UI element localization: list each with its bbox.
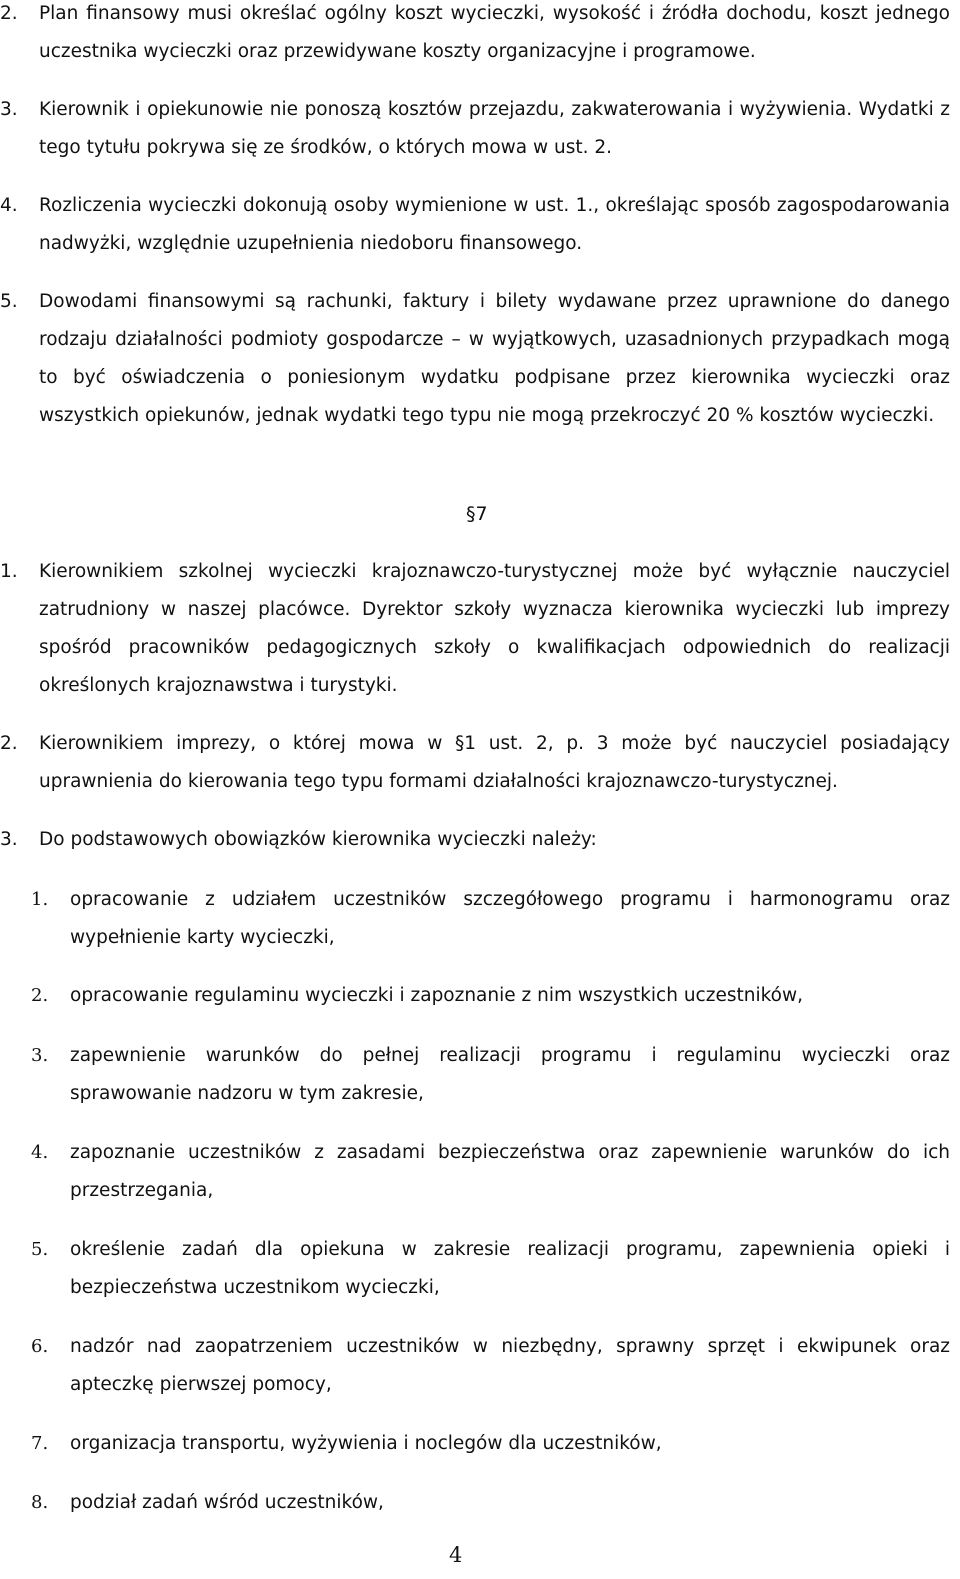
paragraph-number: 3. <box>0 829 18 850</box>
duty-item <box>0 977 950 1015</box>
paragraph-text: Dowodami finansowymi są rachunki, faktury i bilety wydawane przez uprawnione do danego rodzaju działalności podmioty gospodarcze – w wyjątkowych, uzasadnionych przypadkach mogą to być oświadczenia o poniesionym wydatku podpisane przez kierownika wycieczki oraz wszystkich opiekunów, jednak wydatki tego typu nie mogą przekroczyć 20 % kosztów wycieczki. <box>39 291 950 426</box>
duty-item <box>0 1134 950 1210</box>
paragraph-number: 1. <box>0 561 18 582</box>
paragraph-number: 2. <box>0 733 18 754</box>
duty-text: opracowanie regulaminu wycieczki i zapoznanie z nim wszystkich uczestników, <box>70 985 803 1006</box>
duty-text: organizacja transportu, wyżywienia i noclegów dla uczestników, <box>70 1433 662 1454</box>
duty-number: 6. <box>31 1336 49 1357</box>
section7-paragraph-2 <box>0 725 950 801</box>
section7-paragraph-1 <box>0 553 950 705</box>
duty-text: opracowanie z udziałem uczestników szczegółowego programu i harmonogramu oraz wypełnienie karty wycieczki, <box>70 889 950 948</box>
section-heading: §7 <box>466 503 488 525</box>
duty-item <box>0 1425 950 1463</box>
paragraph-text: Kierownik i opiekunowie nie ponoszą kosztów przejazdu, zakwaterowania i wyżywienia. Wydatki z tego tytułu pokrywa się ze środków, o których mowa w ust. 2. <box>39 99 950 158</box>
paragraph-5 <box>0 283 950 435</box>
paragraph-3 <box>0 91 950 167</box>
section7-paragraph-3 <box>0 821 950 859</box>
paragraph-2 <box>0 0 950 71</box>
duty-text: zapoznanie uczestników z zasadami bezpieczeństwa oraz zapewnienie warunków do ich przestrzegania, <box>70 1142 950 1201</box>
duty-text: nadzór nad zaopatrzeniem uczestników w niezbędny, sprawny sprzęt i ekwipunek oraz apteczkę pierwszej pomocy, <box>70 1336 950 1395</box>
duty-number: 5. <box>31 1239 49 1260</box>
paragraph-text: Kierownikiem szkolnej wycieczki krajoznawczo-turystycznej może być wyłącznie nauczyciel zatrudniony w naszej placówce. Dyrektor szkoły wyznacza kierownika wycieczki lub imprezy spośród pracowników pedagogicznych szkoły o kwalifikacjach odpowiednich do realizacji określonych krajoznawstwa i turystyki. <box>39 561 950 696</box>
duty-text: określenie zadań dla opiekuna w zakresie realizacji programu, zapewnienia opieki i bezpieczeństwa uczestnikom wycieczki, <box>70 1239 950 1298</box>
paragraph-number: 3. <box>0 99 18 120</box>
duty-item <box>0 1231 950 1307</box>
page-number: 4 <box>449 1543 463 1567</box>
paragraph-number: 5. <box>0 291 18 312</box>
duty-number: 2. <box>31 985 49 1006</box>
duty-text: podział zadań wśród uczestników, <box>70 1492 384 1513</box>
duty-text: zapewnienie warunków do pełnej realizacji programu i regulaminu wycieczki oraz sprawowanie nadzoru w tym zakresie, <box>70 1045 950 1104</box>
paragraph-text: Do podstawowych obowiązków kierownika wycieczki należy: <box>39 829 597 850</box>
paragraph-text: Plan finansowy musi określać ogólny koszt wycieczki, wysokość i źródła dochodu, koszt jednego uczestnika wycieczki oraz przewidywane koszty organizacyjne i programowe. <box>39 3 950 62</box>
paragraph-text: Rozliczenia wycieczki dokonują osoby wymienione w ust. 1., określając sposób zagospodarowania nadwyżki, względnie uzupełnienia niedoboru finansowego. <box>39 195 950 254</box>
duty-number: 8. <box>31 1492 49 1513</box>
duty-number: 1. <box>31 889 49 910</box>
duty-number: 4. <box>31 1142 49 1163</box>
duty-number: 7. <box>31 1433 49 1454</box>
paragraph-4 <box>0 187 950 263</box>
paragraph-number: 2. <box>0 3 18 24</box>
duty-item <box>0 1328 950 1404</box>
duty-number: 3. <box>31 1045 49 1066</box>
paragraph-text: Kierownikiem imprezy, o której mowa w §1 ust. 2, p. 3 może być nauczyciel posiadający uprawnienia do kierowania tego typu formami działalności krajoznawczo-turystycznej. <box>39 733 950 792</box>
duty-item <box>0 1037 950 1113</box>
paragraph-number: 4. <box>0 195 18 216</box>
duty-item <box>0 881 950 957</box>
duty-item <box>0 1484 950 1522</box>
